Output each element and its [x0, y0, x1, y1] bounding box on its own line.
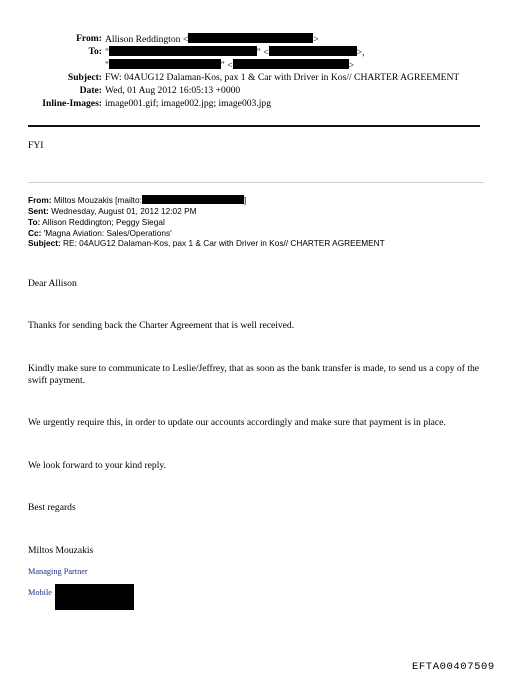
signature-title: Managing Partner: [28, 567, 88, 576]
header-subject-label: Subject:: [67, 72, 102, 83]
forwarded-to-row: [28, 217, 165, 228]
header-date-value: Wed, 01 Aug 2012 16:05:13 +0000: [105, 85, 241, 96]
redaction-block: [233, 59, 349, 69]
header-divider: [28, 125, 480, 127]
signature-name: Miltos Mouzakis: [28, 545, 94, 556]
message-greeting: Dear Allison: [28, 278, 77, 289]
forwarded-to-label: To:: [28, 217, 41, 227]
header-from-label: From:: [76, 33, 102, 44]
redaction-block: [109, 46, 257, 56]
body-intro: FYI: [28, 140, 44, 151]
message-paragraph-4: We look forward to your kind reply.: [28, 460, 166, 471]
forwarded-to-value: Allison Reddington; Peggy Siegal: [42, 217, 165, 227]
document-id: EFTA00407509: [412, 661, 495, 673]
redaction-block: [269, 46, 357, 56]
redaction-block: [109, 59, 221, 69]
forwarded-from-label: From:: [28, 195, 52, 205]
forwarded-cc-label: Cc:: [28, 228, 42, 238]
signature-mobile-label: Mobile: [28, 588, 52, 597]
header-inline-images-value: image001.gif; image002.jpg; image003.jpg: [105, 98, 271, 109]
header-from-name: Allison Reddington <: [105, 34, 189, 45]
message-closing: Best regards: [28, 502, 76, 513]
forwarded-subject-row: [28, 238, 385, 249]
forwarded-cc-row: [28, 228, 172, 239]
header-from-value: Allison Reddington < >: [105, 34, 319, 45]
forward-divider: [28, 182, 484, 183]
message-paragraph-3: We urgently require this, in order to update our accounts accordingly and make sure that payment is in place.: [28, 417, 446, 428]
forwarded-subject-label: Subject:: [28, 238, 61, 248]
forwarded-sent-label: Sent:: [28, 206, 49, 216]
header-date-label: Date:: [79, 85, 102, 96]
redaction-block: [188, 33, 313, 43]
header-to-label: To:: [88, 46, 102, 57]
forwarded-from-value: Miltos Mouzakis [mailto:: [53, 195, 142, 205]
redaction-block: [142, 195, 244, 204]
forwarded-subject-value: RE: 04AUG12 Dalaman-Kos, pax 1 & Car with Driver in Kos// CHARTER AGREEMENT: [63, 238, 385, 248]
forwarded-sent-value: Wednesday, August 01, 2012 12:02 PM: [51, 206, 197, 216]
signature-mobile-row: [28, 587, 52, 599]
message-paragraph-1: Thanks for sending back the Charter Agreement that is well received.: [28, 320, 295, 331]
forwarded-sent-row: [28, 206, 197, 217]
forwarded-cc-value: 'Magna Aviation: Sales/Operations': [43, 228, 172, 238]
redaction-block: [55, 584, 134, 610]
header-subject-value: FW: 04AUG12 Dalaman-Kos, pax 1 & Car with Driver in Kos// CHARTER AGREEMENT: [105, 72, 460, 83]
header-inline-images-label: Inline-Images:: [42, 98, 102, 109]
message-paragraph-2: Kindly make sure to communicate to Leslie/Jeffrey, that as soon as the bank transfer is made, to send us a copy of the swift payment.: [28, 363, 480, 386]
forwarded-from-row: From: Miltos Mouzakis [mailto: ]: [28, 195, 247, 205]
email-document-page: From: Allison Reddington < > To: " " < >, " " < > Subject: FW: 04AUG12 Dalaman-Kos, pax 1 & Car with Driver in Kos// CHARTER AGREEMENT Date: Wed, 01 Aug 2012 16:05:13 +0000 Inline-Images: image001.gif; image002.jpg; image003.jpg FYI From: Miltos Mouzakis [mailto: ] Sent: Wednesday, August 01, 2012 12:02 PM To: Allison Reddington; Peggy Siegal Cc: 'Magna Aviation: Sales/Operations' Subject: RE: 04AUG12 Dalaman-Kos, pax 1 & Car with Driver in Kos// CHARTER AGREEMENT Dear Allison Thanks for sending back the Charter Agreement that is well received. Kindly make sure to communicate to Leslie/Jeffrey, that as soon as the bank transfer is made, to send us a copy of the swift payment. We urgently require this, in order to update our accounts accordingly and make sure that payment is in place. We look forward to your kind reply. Best regards Miltos Mouzakis Managing Partner Mobile EFTA00407509: [0, 0, 512, 678]
